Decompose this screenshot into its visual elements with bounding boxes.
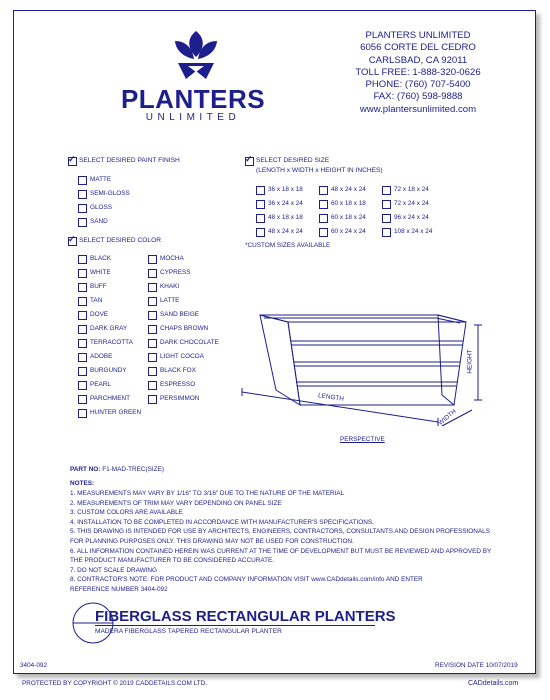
size-label: 48 x 18 x 18 [268,214,303,221]
toll-free: TOLL FREE: 1-888-320-0626 [355,66,481,78]
color-label: PERSIMMON [160,395,200,402]
color-checkbox[interactable] [148,325,157,334]
fax: FAX: (760) 598-9888 [373,91,463,103]
website-link[interactable]: www.plantersunlimited.com [359,103,477,115]
color-label: DARK CHOCOLATE [160,339,219,346]
reference-number: 3404-092 [20,662,48,669]
check-icon: ✓ [245,154,253,164]
color-checkbox[interactable] [148,381,157,390]
title-underline [95,625,375,626]
color-checkbox[interactable] [148,395,157,404]
color-label: TAN [90,297,103,304]
paint-checkbox-matte[interactable] [78,176,87,185]
note-line: REFERENCE NUMBER 3404-092 [70,586,168,593]
paint-label: GLOSS [90,204,113,211]
paint-checkbox-sand[interactable] [78,218,87,227]
color-label: PEARL [90,381,111,388]
size-checkbox[interactable] [256,214,265,223]
color-label: WHITE [90,269,111,276]
size-label: 60 x 18 x 18 [331,200,366,207]
part-number [70,466,164,473]
size-checkbox[interactable] [382,228,391,237]
color-checkbox[interactable] [78,283,87,292]
color-checkbox[interactable] [78,339,87,348]
size-subheader: (LENGTH x WIDTH x HEIGHT IN INCHES) [256,167,383,174]
part-label: PART NO: [70,466,101,473]
color-checkbox[interactable] [148,255,157,264]
color-checkbox[interactable] [78,409,87,418]
color-label: KHAKI [160,283,180,290]
color-label: PARCHMENT [90,395,131,402]
note-line: 4. INSTALLATION TO BE COMPLETED IN ACCORDANCE WITH MANUFACTURER'S SPECIFICATIONS. [70,518,374,526]
size-label: 36 x 18 x 18 [268,186,303,193]
size-label: 36 x 24 x 24 [268,200,303,207]
color-checkbox[interactable] [78,311,87,320]
size-checkbox[interactable] [382,186,391,195]
paint-finish-header: SELECT DESIRED PAINT FINISH [79,157,180,164]
color-label: LIGHT COCOA [160,353,204,360]
size-header: SELECT DESIRED SIZE [256,157,330,164]
drawing-title: FIBERGLASS RECTANGULAR PLANTERS [95,608,396,625]
color-checkbox[interactable] [148,297,157,306]
note-line: 1. MEASUREMENTS MAY VARY BY 1/16" TO 3/16" DUE TO THE NATURE OF THE MATERIAL [70,490,345,497]
color-label: HUNTER GREEN [90,409,142,416]
size-label: 108 x 24 x 24 [394,228,433,235]
size-checkbox[interactable] [319,214,328,223]
size-checkbox[interactable] [256,200,265,209]
size-label: 60 x 18 x 24 [331,214,366,221]
color-checkbox[interactable] [148,353,157,362]
planters-logo-icon [168,27,224,83]
note-line: 6. ALL INFORMATION CONTAINED HEREIN WAS CURRENT AT THE TIME OF DEVELOPMENT BUT MUST BE REVIEWED AND APPROVED BY [70,547,492,555]
revision-date: REVISION DATE 10/07/2019 [435,662,518,669]
color-label: DARK GRAY [90,325,128,332]
color-checkbox[interactable] [148,367,157,376]
paint-checkbox-semi-gloss[interactable] [78,190,87,199]
color-checkbox[interactable] [78,325,87,334]
logo-subtitle: UNLIMITED [145,112,241,123]
color-label: ADOBE [90,353,113,360]
size-label: 48 x 24 x 24 [268,228,303,235]
size-checkbox[interactable] [319,200,328,209]
size-checkbox[interactable] [382,200,391,209]
phone: PHONE: (760) 707-5400 [365,79,471,91]
size-checkbox[interactable] [319,186,328,195]
color-checkbox[interactable] [148,269,157,278]
color-label: MOCHA [160,255,184,262]
part-value: F1-MAD-TREC(SIZE) [102,466,164,473]
company-name: PLANTERS UNLIMITED [365,30,471,41]
drawing-subtitle: MADERA FIBERGLASS TAPERED RECTANGULAR PLANTER [95,628,282,635]
color-checkbox[interactable] [148,283,157,292]
color-label: DOVE [90,311,109,318]
height-label: HEIGHT [466,349,474,374]
color-checkbox[interactable] [78,381,87,390]
color-label: TERRACOTTA [90,339,133,346]
logo-wordmark: PLANTERS [120,84,266,114]
paint-label: SAND [90,218,108,225]
color-label: BLACK FOX [160,367,196,374]
color-checkbox[interactable] [78,269,87,278]
note-line: THE PRODUCT MANUFACTURER TO BE CONSIDERED ACCURATE. [70,557,275,565]
color-checkbox[interactable] [78,395,87,404]
size-label: 96 x 24 x 24 [394,214,429,221]
color-label: ESPRESSO [160,381,196,388]
note-line: FOR PLANNING PURPOSES ONLY. THIS DRAWING MAY NOT BE USED FOR CONSTRUCTION. [70,538,354,545]
color-checkbox[interactable] [148,311,157,320]
color-checkbox[interactable] [78,255,87,264]
notes-header: NOTES: [70,480,95,487]
color-label: BLACK [90,255,111,262]
size-checkbox[interactable] [319,228,328,237]
color-checkbox[interactable] [78,353,87,362]
size-label: 72 x 24 x 24 [394,200,429,207]
check-icon: ✓ [68,154,76,164]
caddetails-brand[interactable]: CADdetails.com [468,680,519,687]
size-checkbox[interactable] [256,186,265,195]
color-label: LATTE [160,297,180,304]
copyright: PROTECTED BY COPYRIGHT © 2019 CADDETAILS.COM LTD. [22,680,207,687]
paint-label: SEMI-GLOSS [90,190,130,197]
size-label: 72 x 18 x 24 [394,186,429,193]
check-icon: ✓ [68,234,76,244]
color-label: SAND BEIGE [160,311,200,318]
color-label: BUFF [90,283,107,290]
paint-checkbox-gloss[interactable] [78,204,87,213]
size-label: 48 x 24 x 24 [331,186,366,193]
color-label: BURGUNDY [90,367,127,374]
color-checkbox[interactable] [78,367,87,376]
note-line: 7. DO NOT SCALE DRAWING [70,566,157,574]
size-label: 60 x 24 x 24 [331,228,366,235]
note-line: 8. CONTRACTOR'S NOTE: FOR PRODUCT AND COMPANY INFORMATION VISIT www.CADdetails.com/info AND ENTER [70,576,423,584]
custom-sizes-note: *CUSTOM SIZES AVAILABLE [245,242,331,249]
color-checkbox[interactable] [78,297,87,306]
color-header: SELECT DESIRED COLOR [79,237,161,244]
width-label: WIDTH [437,408,458,427]
length-label: LENGTH [317,392,345,403]
size-checkbox[interactable] [256,228,265,237]
color-label: CHAPS BROWN [160,325,209,332]
size-checkbox[interactable] [382,214,391,223]
paint-label: MATTE [90,176,112,183]
address-line-2: CARLSBAD, CA 92011 [368,54,468,66]
note-line: 2. MEASUREMENTS OF TRIM MAY VARY DEPENDING ON PANEL SIZE [70,499,282,507]
perspective-caption: PERSPECTIVE [340,436,385,443]
address-line-1: 6056 CORTE DEL CEDRO [360,42,476,54]
note-line: 5. THIS DRAWING IS INTENDED FOR USE BY ARCHITECTS, ENGINEERS, CONTRACTORS, CONSULTANTS AND DESIGN PROFESSIONALS [70,528,490,536]
color-checkbox[interactable] [148,339,157,348]
note-line: 3. CUSTOM COLORS ARE AVAILABLE [70,509,183,517]
contact-block [318,30,518,116]
color-label: CYPRESS [160,269,191,276]
